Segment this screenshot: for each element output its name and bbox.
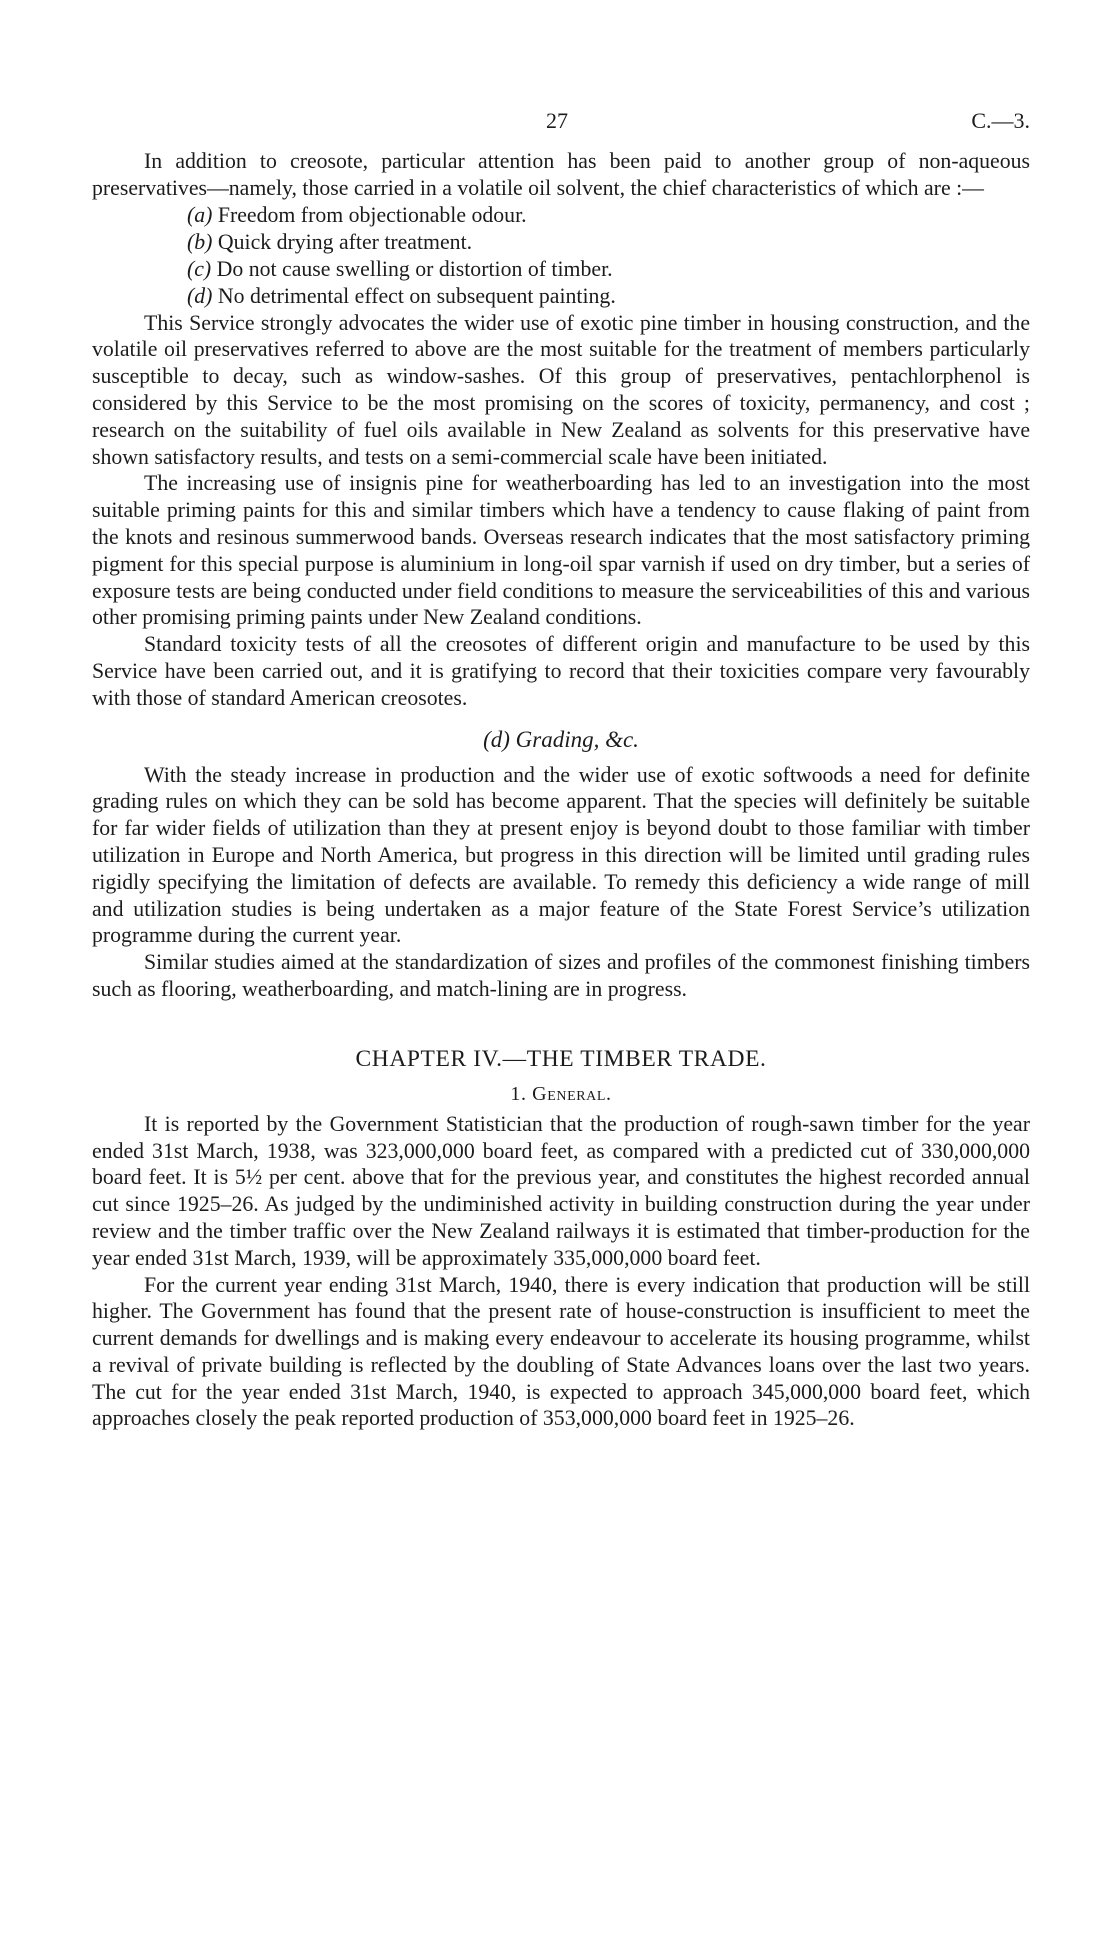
paragraph-grading-rules: With the steady increase in production and the wider use of exotic softwoods a need for definite grading rules on which they can be sold has become apparent. That the species will definitely be suitable for far wider fields of utilization than they at present enjoy is beyond doubt to those familiar with timber utilization in Europe and North America, but progress in this direction will be limited until grading rules rigidly specifying the limitation of defects are available. To remedy this deficiency a wide range of mill and utilization studies is being undertaken as a major feature of the State Forest Service’s utilization programme during the current year. <box>92 762 1030 948</box>
intro-paragraph: In addition to creosote, particular attention has been paid to another group of non-aqueous preservatives—namely, those carried in a volatile oil solvent, the chief characteristics of which are :— <box>92 149 1030 200</box>
page-code: C.—3. <box>971 108 1030 133</box>
paragraph-production-report: It is reported by the Government Statistician that the production of rough-sawn timber for the year ended 31st March, 1938, was 323,000,000 board feet, as compared with a predicted cut of 330,000,000 board feet. It is 5½ per cent. above that for the previous year, and constitutes the highest recorded annual cut since 1925–26. As judged by the undiminished activity in building construction during the year under review and the timber traffic over the New Zealand railways it is estimated that timber-production for the year ended 31st March, 1939, will be approximately 335,000,000 board feet. <box>92 1111 1030 1270</box>
paragraph-toxicity-tests: Standard toxicity tests of all the creosotes of different origin and manufacture to be used by this Service have been carried out, and it is gratifying to record that their toxicities compare very favourably with those of standard American creosotes. <box>92 632 1030 710</box>
chapter-title: CHAPTER IV.—THE TIMBER TRADE. <box>355 1045 767 1072</box>
characteristics-list <box>92 202 1030 310</box>
list-item <box>187 256 1030 283</box>
paragraph-priming-paints: The increasing use of insignis pine for weatherboarding has led to an investigation into the most suitable priming paints for this and similar timbers which have a tendency to cause flaking of paint from the knots and resinous summerwood bands. Overseas research indicates that the most satisfactory priming pigment for this special purpose is aluminium in long-oil spar varnish if used on dry timber, but a series of exposure tests are being conducted under field conditions to measure the serviceabilities of this and various other promising priming paints under New Zealand conditions. <box>92 471 1030 630</box>
paragraph-exotic-pine: This Service strongly advocates the wider use of exotic pine timber in housing construction, and the volatile oil preservatives referred to above are the most suitable for the treatment of members particularly susceptible to decay, such as window-sashes. Of this group of preservatives, pentachlorphenol is considered by this Service to be the most promising on the scores of toxicity, permanency, and cost ; research on the suitability of fuel oils available in New Zealand as solvents for this preservative have shown satisfactory results, and tests on a semi-commercial scale have been initiated. <box>92 310 1030 469</box>
list-item-letter: (d) <box>187 283 213 308</box>
paragraph-similar-studies: Similar studies aimed at the standardization of sizes and profiles of the commonest finishing timbers such as flooring, weatherboarding, and match-lining are in progress. <box>92 950 1030 1001</box>
list-item-text: No detrimental effect on subsequent painting. <box>217 283 616 308</box>
page-header <box>92 108 1030 148</box>
section-number: 1. <box>510 1082 527 1105</box>
list-item <box>187 202 1030 229</box>
list-item-text: Do not cause swelling or distortion of timber. <box>216 256 613 281</box>
section-title: General. <box>532 1082 612 1105</box>
list-item-letter: (c) <box>187 256 212 281</box>
list-item <box>187 283 1030 310</box>
page-number: 27 <box>546 108 568 133</box>
list-item-letter: (b) <box>187 229 213 254</box>
list-item-text: Quick drying after treatment. <box>217 229 473 254</box>
list-item-letter: (a) <box>187 202 213 227</box>
list-item <box>187 229 1030 256</box>
paragraph-current-year: For the current year ending 31st March, 1940, there is every indication that production will be still higher. The Government has found that the present rate of house-construction is insufficient to meet the current demands for dwellings and is making every endeavour to accelerate its housing programme, whilst a revival of private building is reflected by the doubling of State Advances loans over the last two years. The cut for the year ended 31st March, 1940, is expected to approach 345,000,000 board feet, which approaches closely the peak reported production of 353,000,000 board feet in 1925–26. <box>92 1272 1030 1431</box>
section-heading <box>92 1081 1030 1107</box>
document-page <box>92 108 1030 1432</box>
grading-heading: (d) Grading, &c. <box>483 726 639 752</box>
list-item-text: Freedom from objectionable odour. <box>217 202 527 227</box>
